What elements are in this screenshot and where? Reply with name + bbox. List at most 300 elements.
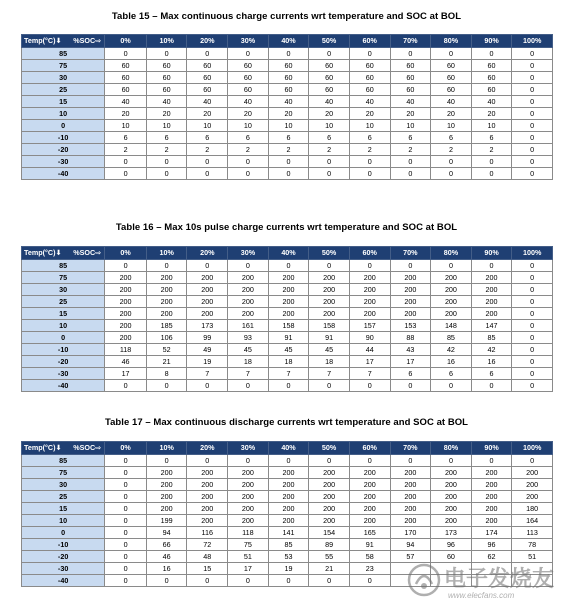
value-cell: 18 <box>309 356 350 368</box>
value-cell: 60 <box>390 72 431 84</box>
temp-cell: 30 <box>22 72 105 84</box>
value-cell: 113 <box>512 527 553 539</box>
value-cell: 0 <box>309 156 350 168</box>
value-cell: 60 <box>187 72 228 84</box>
value-cell: 20 <box>309 108 350 120</box>
soc-column-header: 10% <box>146 35 187 48</box>
soc-column-header: 70% <box>390 35 431 48</box>
value-cell: 200 <box>146 308 187 320</box>
value-cell: 94 <box>390 539 431 551</box>
table-row <box>22 108 553 120</box>
value-cell: 200 <box>187 296 228 308</box>
value-cell: 0 <box>309 575 350 587</box>
value-cell: 200 <box>431 272 472 284</box>
temp-cell: 10 <box>22 320 105 332</box>
value-cell: 0 <box>512 108 553 120</box>
value-cell: 10 <box>309 120 350 132</box>
value-cell: 60 <box>471 84 512 96</box>
value-cell: 85 <box>471 332 512 344</box>
value-cell: 118 <box>105 344 147 356</box>
value-cell: 200 <box>471 515 512 527</box>
value-cell: 0 <box>228 260 269 272</box>
header-row <box>22 442 553 455</box>
value-cell: 200 <box>390 296 431 308</box>
value-cell: 0 <box>105 527 147 539</box>
value-cell: 93 <box>228 332 269 344</box>
soc-column-header: 60% <box>349 35 390 48</box>
soc-column-header: 40% <box>268 247 309 260</box>
temp-header: Temp(°C) <box>24 443 56 452</box>
table-17-caption: Table 17 – Max continuous discharge currents wrt temperature and SOC at BOL <box>104 417 469 428</box>
soc-column-header: 50% <box>309 247 350 260</box>
value-cell: 0 <box>431 260 472 272</box>
value-cell: 200 <box>349 491 390 503</box>
value-cell: 200 <box>431 296 472 308</box>
value-cell: 0 <box>105 260 147 272</box>
value-cell: 44 <box>349 344 390 356</box>
value-cell: 200 <box>187 284 228 296</box>
value-cell: 60 <box>146 84 187 96</box>
value-cell: 89 <box>309 539 350 551</box>
value-cell: 10 <box>390 120 431 132</box>
value-cell: 20 <box>431 108 472 120</box>
value-cell: 0 <box>390 380 431 392</box>
value-cell: 6 <box>471 132 512 144</box>
temp-cell: 75 <box>22 272 105 284</box>
value-cell: 0 <box>349 260 390 272</box>
soc-column-header: 30% <box>228 247 269 260</box>
soc-column-header: 40% <box>268 442 309 455</box>
value-cell: 200 <box>390 503 431 515</box>
value-cell: 200 <box>187 272 228 284</box>
value-cell: 0 <box>349 575 390 587</box>
value-cell: 200 <box>349 272 390 284</box>
value-cell: 200 <box>268 467 309 479</box>
value-cell: 19 <box>187 356 228 368</box>
value-cell: 200 <box>471 296 512 308</box>
temp-cell: 85 <box>22 260 105 272</box>
value-cell: 200 <box>309 272 350 284</box>
value-cell: 200 <box>228 479 269 491</box>
value-cell: 0 <box>431 48 472 60</box>
right-arrow-icon: ⇨ <box>95 248 102 257</box>
soc-column-header: 90% <box>471 35 512 48</box>
temp-cell: 0 <box>22 527 105 539</box>
temp-cell: 75 <box>22 60 105 72</box>
value-cell: 200 <box>471 479 512 491</box>
table-15 <box>21 34 553 180</box>
value-cell: 200 <box>349 308 390 320</box>
value-cell: 0 <box>268 156 309 168</box>
value-cell: 0 <box>390 455 431 467</box>
value-cell: 0 <box>228 48 269 60</box>
table-row <box>22 48 553 60</box>
value-cell: 0 <box>228 168 269 180</box>
temp-cell: 10 <box>22 515 105 527</box>
value-cell: 10 <box>471 120 512 132</box>
value-cell: 200 <box>268 284 309 296</box>
value-cell: 2 <box>105 144 147 156</box>
value-cell: 200 <box>471 503 512 515</box>
value-cell: 200 <box>105 284 147 296</box>
value-cell: 6 <box>105 132 147 144</box>
value-cell: 0 <box>228 575 269 587</box>
value-cell: 200 <box>228 467 269 479</box>
value-cell: 0 <box>146 168 187 180</box>
corner-header <box>22 442 105 455</box>
header-row <box>22 247 553 260</box>
value-cell: 60 <box>431 551 472 563</box>
value-cell <box>431 575 472 587</box>
temp-header: Temp(°C) <box>24 248 56 257</box>
table-row <box>22 120 553 132</box>
value-cell: 45 <box>228 344 269 356</box>
value-cell: 16 <box>146 563 187 575</box>
value-cell: 40 <box>471 96 512 108</box>
value-cell: 96 <box>431 539 472 551</box>
temp-cell: -30 <box>22 563 105 575</box>
value-cell: 164 <box>512 515 553 527</box>
value-cell: 2 <box>268 144 309 156</box>
table-row <box>22 356 553 368</box>
value-cell: 200 <box>390 515 431 527</box>
value-cell: 85 <box>431 332 472 344</box>
value-cell: 200 <box>105 320 147 332</box>
value-cell: 0 <box>146 380 187 392</box>
value-cell: 0 <box>105 380 147 392</box>
value-cell: 0 <box>187 455 228 467</box>
value-cell: 200 <box>390 491 431 503</box>
value-cell: 200 <box>309 479 350 491</box>
value-cell: 60 <box>349 84 390 96</box>
temp-cell: 85 <box>22 455 105 467</box>
value-cell: 147 <box>471 320 512 332</box>
soc-column-header: 70% <box>390 442 431 455</box>
value-cell: 0 <box>105 551 147 563</box>
value-cell: 173 <box>187 320 228 332</box>
value-cell: 60 <box>431 72 472 84</box>
soc-column-header: 10% <box>146 247 187 260</box>
value-cell: 200 <box>146 467 187 479</box>
value-cell: 0 <box>268 48 309 60</box>
value-cell: 0 <box>471 48 512 60</box>
value-cell: 0 <box>512 120 553 132</box>
value-cell: 200 <box>105 272 147 284</box>
value-cell: 200 <box>268 296 309 308</box>
value-cell: 94 <box>146 527 187 539</box>
value-cell: 17 <box>349 356 390 368</box>
table-row <box>22 308 553 320</box>
value-cell: 0 <box>512 320 553 332</box>
value-cell: 200 <box>390 479 431 491</box>
value-cell: 170 <box>390 527 431 539</box>
value-cell: 0 <box>512 380 553 392</box>
value-cell: 88 <box>390 332 431 344</box>
value-cell: 91 <box>309 332 350 344</box>
value-cell: 0 <box>105 48 147 60</box>
value-cell: 173 <box>431 527 472 539</box>
value-cell: 60 <box>187 84 228 96</box>
value-cell: 17 <box>390 356 431 368</box>
value-cell: 96 <box>471 539 512 551</box>
value-cell: 0 <box>512 455 553 467</box>
value-cell: 0 <box>512 60 553 72</box>
value-cell: 60 <box>146 60 187 72</box>
soc-column-header: 100% <box>512 442 553 455</box>
value-cell: 60 <box>146 72 187 84</box>
value-cell: 6 <box>471 368 512 380</box>
value-cell: 200 <box>146 272 187 284</box>
value-cell: 0 <box>431 380 472 392</box>
temp-cell: 85 <box>22 48 105 60</box>
value-cell: 200 <box>431 515 472 527</box>
value-cell: 158 <box>268 320 309 332</box>
value-cell: 200 <box>512 467 553 479</box>
value-cell: 0 <box>268 455 309 467</box>
table-row <box>22 132 553 144</box>
value-cell <box>471 563 512 575</box>
value-cell: 0 <box>390 168 431 180</box>
watermark-logo-text: 电子发烧友 <box>444 567 555 592</box>
corner-header <box>22 35 105 48</box>
value-cell: 0 <box>431 156 472 168</box>
value-cell: 200 <box>268 479 309 491</box>
value-cell: 49 <box>187 344 228 356</box>
corner-header <box>22 247 105 260</box>
value-cell: 141 <box>268 527 309 539</box>
value-cell: 8 <box>146 368 187 380</box>
value-cell: 200 <box>228 296 269 308</box>
value-cell: 40 <box>105 96 147 108</box>
value-cell: 200 <box>268 491 309 503</box>
value-cell: 10 <box>146 120 187 132</box>
value-cell: 0 <box>512 156 553 168</box>
value-cell: 161 <box>228 320 269 332</box>
value-cell: 0 <box>471 380 512 392</box>
table-15-caption: Table 15 – Max continuous charge currents wrt temperature and SOC at BOL <box>111 11 462 22</box>
value-cell: 200 <box>309 467 350 479</box>
value-cell: 174 <box>471 527 512 539</box>
table-row <box>22 467 553 479</box>
value-cell: 200 <box>268 308 309 320</box>
value-cell: 200 <box>471 467 512 479</box>
value-cell: 60 <box>105 84 147 96</box>
temp-cell: 15 <box>22 96 105 108</box>
value-cell: 200 <box>228 515 269 527</box>
value-cell <box>512 575 553 587</box>
value-cell: 60 <box>228 60 269 72</box>
value-cell: 40 <box>146 96 187 108</box>
value-cell: 75 <box>228 539 269 551</box>
value-cell: 78 <box>512 539 553 551</box>
value-cell: 18 <box>228 356 269 368</box>
value-cell: 20 <box>268 108 309 120</box>
value-cell: 10 <box>431 120 472 132</box>
temp-cell: 15 <box>22 503 105 515</box>
value-cell: 0 <box>512 356 553 368</box>
value-cell: 0 <box>187 156 228 168</box>
value-cell: 0 <box>309 455 350 467</box>
value-cell: 200 <box>187 479 228 491</box>
soc-column-header: 50% <box>309 442 350 455</box>
table-row <box>22 84 553 96</box>
value-cell: 62 <box>471 551 512 563</box>
value-cell: 200 <box>431 308 472 320</box>
value-cell: 200 <box>105 308 147 320</box>
value-cell: 0 <box>105 479 147 491</box>
value-cell: 200 <box>390 467 431 479</box>
value-cell: 20 <box>228 108 269 120</box>
value-cell: 91 <box>349 539 390 551</box>
value-cell: 10 <box>268 120 309 132</box>
value-cell: 60 <box>105 60 147 72</box>
value-cell: 21 <box>309 563 350 575</box>
value-cell: 0 <box>431 168 472 180</box>
value-cell: 0 <box>512 368 553 380</box>
value-cell: 6 <box>431 368 472 380</box>
value-cell: 20 <box>146 108 187 120</box>
soc-column-header: 20% <box>187 247 228 260</box>
value-cell: 185 <box>146 320 187 332</box>
soc-column-header: 100% <box>512 35 553 48</box>
table-row <box>22 515 553 527</box>
value-cell: 0 <box>187 48 228 60</box>
value-cell: 0 <box>268 168 309 180</box>
value-cell: 7 <box>187 368 228 380</box>
value-cell: 200 <box>390 272 431 284</box>
value-cell: 60 <box>431 60 472 72</box>
value-cell: 200 <box>431 284 472 296</box>
value-cell: 0 <box>390 260 431 272</box>
table-row <box>22 344 553 356</box>
value-cell: 19 <box>268 563 309 575</box>
soc-column-header: 80% <box>431 35 472 48</box>
value-cell: 6 <box>228 132 269 144</box>
value-cell: 200 <box>309 308 350 320</box>
temp-cell: -10 <box>22 539 105 551</box>
value-cell: 6 <box>390 368 431 380</box>
value-cell: 0 <box>309 260 350 272</box>
value-cell: 200 <box>471 491 512 503</box>
temp-cell: -10 <box>22 132 105 144</box>
soc-column-header: 80% <box>431 442 472 455</box>
value-cell: 17 <box>105 368 147 380</box>
value-cell: 154 <box>309 527 350 539</box>
value-cell: 7 <box>268 368 309 380</box>
value-cell: 0 <box>512 344 553 356</box>
value-cell: 6 <box>309 132 350 144</box>
soc-column-header: 10% <box>146 442 187 455</box>
temp-cell: -10 <box>22 344 105 356</box>
temp-cell: 10 <box>22 108 105 120</box>
value-cell: 0 <box>105 455 147 467</box>
value-cell: 17 <box>228 563 269 575</box>
value-cell: 0 <box>228 455 269 467</box>
soc-column-header: 0% <box>105 442 147 455</box>
value-cell: 6 <box>146 132 187 144</box>
value-cell: 200 <box>268 272 309 284</box>
value-cell: 0 <box>187 260 228 272</box>
value-cell: 7 <box>228 368 269 380</box>
value-cell: 0 <box>228 380 269 392</box>
watermark-url: www.elecfans.com <box>448 591 515 600</box>
value-cell: 60 <box>228 84 269 96</box>
soc-column-header: 60% <box>349 442 390 455</box>
value-cell: 90 <box>349 332 390 344</box>
value-cell: 165 <box>349 527 390 539</box>
value-cell: 0 <box>349 156 390 168</box>
value-cell: 40 <box>268 96 309 108</box>
value-cell: 200 <box>349 515 390 527</box>
temp-cell: 75 <box>22 467 105 479</box>
soc-column-header: 40% <box>268 35 309 48</box>
value-cell: 40 <box>309 96 350 108</box>
table-row <box>22 368 553 380</box>
value-cell: 0 <box>146 455 187 467</box>
table-row <box>22 551 553 563</box>
value-cell: 200 <box>187 467 228 479</box>
value-cell: 10 <box>349 120 390 132</box>
value-cell: 42 <box>471 344 512 356</box>
value-cell: 51 <box>228 551 269 563</box>
value-cell: 57 <box>390 551 431 563</box>
value-cell: 20 <box>187 108 228 120</box>
value-cell: 200 <box>146 296 187 308</box>
value-cell: 20 <box>471 108 512 120</box>
value-cell: 200 <box>105 296 147 308</box>
value-cell: 6 <box>431 132 472 144</box>
value-cell: 0 <box>105 515 147 527</box>
soc-header: %SOC <box>73 248 96 257</box>
value-cell: 60 <box>309 84 350 96</box>
table-row <box>22 272 553 284</box>
value-cell: 7 <box>309 368 350 380</box>
value-cell <box>390 563 431 575</box>
soc-column-header: 20% <box>187 442 228 455</box>
value-cell: 40 <box>390 96 431 108</box>
value-cell: 0 <box>349 168 390 180</box>
value-cell: 6 <box>187 132 228 144</box>
temp-cell: 30 <box>22 479 105 491</box>
value-cell: 42 <box>431 344 472 356</box>
value-cell: 200 <box>228 308 269 320</box>
value-cell: 118 <box>228 527 269 539</box>
value-cell: 200 <box>228 491 269 503</box>
temp-cell: -40 <box>22 380 105 392</box>
right-arrow-icon: ⇨ <box>95 36 102 45</box>
value-cell: 0 <box>512 308 553 320</box>
value-cell: 200 <box>349 479 390 491</box>
temp-cell: -40 <box>22 168 105 180</box>
soc-header: %SOC <box>73 443 96 452</box>
header-row <box>22 35 553 48</box>
temp-cell: -30 <box>22 368 105 380</box>
value-cell: 6 <box>349 132 390 144</box>
value-cell: 200 <box>309 515 350 527</box>
value-cell: 0 <box>187 575 228 587</box>
value-cell: 200 <box>431 479 472 491</box>
value-cell: 0 <box>105 491 147 503</box>
value-cell: 16 <box>431 356 472 368</box>
temp-cell: -20 <box>22 356 105 368</box>
value-cell: 85 <box>268 539 309 551</box>
value-cell: 0 <box>268 575 309 587</box>
value-cell: 0 <box>512 272 553 284</box>
table-row <box>22 72 553 84</box>
value-cell: 52 <box>146 344 187 356</box>
value-cell: 200 <box>431 503 472 515</box>
soc-column-header: 0% <box>105 247 147 260</box>
